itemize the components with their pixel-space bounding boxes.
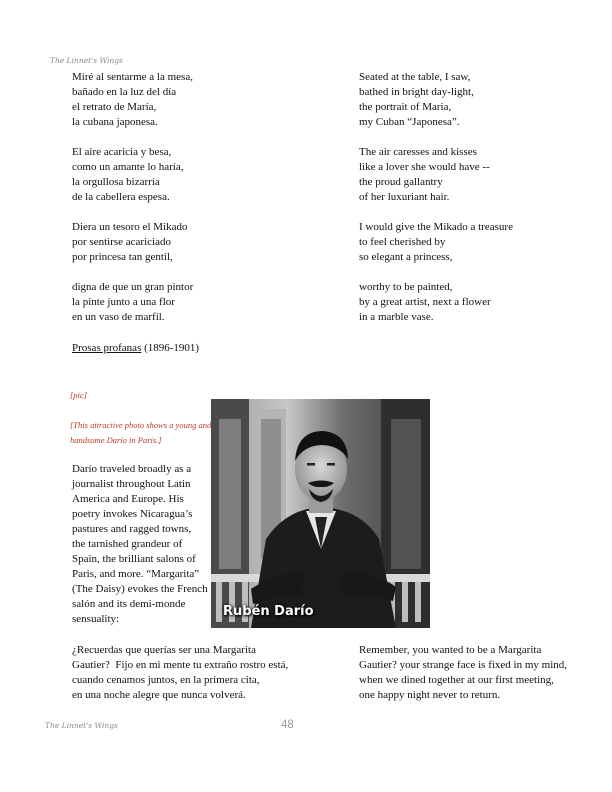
poem-line: the portrait of Maria, [359, 101, 452, 113]
poem-line: la orgullosa bizarría [72, 176, 160, 188]
poem-line: la pinte junto a una flor [72, 296, 175, 308]
bio-line: poetry invokes Nicaragua’s [72, 508, 193, 520]
poem-line: by a great artist, next a flower [359, 296, 491, 308]
bio-line: Spain, the brilliant salons of [72, 553, 196, 565]
quote-line: Gautier? your strange face is fixed in my mind, [359, 659, 568, 671]
poem-line: bañado en la luz del día [72, 86, 177, 98]
bio-line: Paris, and more. “Margarita” [72, 568, 200, 580]
stanza [359, 145, 589, 205]
poem-line: The air caresses and kisses [359, 146, 477, 158]
poem-source [72, 342, 199, 354]
quote-line: en una noche alegre que nunca volverá. [72, 689, 246, 701]
stanza [72, 280, 322, 325]
poem-line: Miré al sentarme a la mesa, [72, 71, 193, 83]
poem-spanish [72, 70, 322, 340]
poem-line: the proud gallantry [359, 176, 443, 188]
poem-line: por sentirse acariciado [72, 236, 171, 248]
poem-line: la cubana japonesa. [72, 116, 158, 128]
poem-line: like a lover she would have -- [359, 161, 490, 173]
poem-line: El aire acaricia y besa, [72, 146, 172, 158]
stanza [359, 70, 589, 130]
bio-paragraph [72, 462, 208, 627]
poem-line: to feel cherished by [359, 236, 446, 248]
poem-line: so elegant a princess, [359, 251, 453, 263]
bio-line: America and Europe. His [72, 493, 184, 505]
book-years: (1896-1901) [141, 342, 200, 354]
quote-line: Remember, you wanted to be a Margarita [359, 644, 542, 656]
poem-line: digna de que un gran pintor [72, 281, 194, 293]
quote-spanish [72, 643, 288, 703]
bio-line: the tarnished grandeur of [72, 538, 183, 550]
poem-line: of her luxuriant hair. [359, 191, 450, 203]
poem-line: my Cuban “Japonesa”. [359, 116, 460, 128]
stanza [359, 220, 589, 265]
poem-line: como un amante lo haría, [72, 161, 184, 173]
bio-line: Darío traveled broadly as a [72, 463, 192, 475]
poem-line: I would give the Mikado a treasure [359, 221, 513, 233]
photo-caption [70, 418, 220, 448]
bio-line: salón and its demi-monde [72, 598, 186, 610]
photo-label: Rubén Darío [223, 604, 314, 619]
poem-line: Diera un tesoro el Mikado [72, 221, 188, 233]
quote-line: when we dined together at our first meeting, [359, 674, 554, 686]
poem-line: de la cabellera espesa. [72, 191, 170, 203]
portrait-photo [211, 399, 430, 628]
poem-line: in a marble vase. [359, 311, 434, 323]
poem-line: en un vaso de marfil. [72, 311, 165, 323]
caption-line: [This attractive photo shows a young and [70, 420, 212, 430]
portrait-illustration [211, 399, 430, 628]
poem-line: el retrato de María, [72, 101, 157, 113]
stanza [72, 70, 322, 130]
quote-line: ¿Recuerdas que querías ser una Margarita [72, 644, 256, 656]
quote-line: cuando cenamos juntos, en la primera cita, [72, 674, 260, 686]
poem-line: bathed in bright day-light, [359, 86, 474, 98]
stanza [72, 145, 322, 205]
stanza [72, 220, 322, 265]
bio-line: pastures and ragged towns, [72, 523, 192, 535]
bio-line: (The Daisy) evokes the French [72, 583, 208, 595]
running-footer: The Linnet's Wings [45, 721, 118, 730]
bio-line: journalist throughout Latin [72, 478, 191, 490]
poem-line: por princesa tan gentil, [72, 251, 173, 263]
poem-line: worthy to be painted, [359, 281, 453, 293]
caption-line: handsome Darío in Paris.] [70, 435, 162, 445]
poem-english [359, 70, 589, 340]
pic-tag: [pic] [70, 390, 87, 400]
poem-line: Seated at the table, I saw, [359, 71, 471, 83]
book-title: Prosas profanas [72, 342, 142, 354]
bio-line: sensuality: [72, 613, 120, 625]
running-header: The Linnet's Wings [50, 56, 123, 65]
quote-english [359, 643, 567, 703]
stanza [359, 280, 589, 325]
quote-line: one happy night never to return. [359, 689, 501, 701]
page-number: 48 [281, 719, 294, 731]
quote-line: Gautier? Fijo en mi mente tu extraño rostro está, [72, 659, 289, 671]
